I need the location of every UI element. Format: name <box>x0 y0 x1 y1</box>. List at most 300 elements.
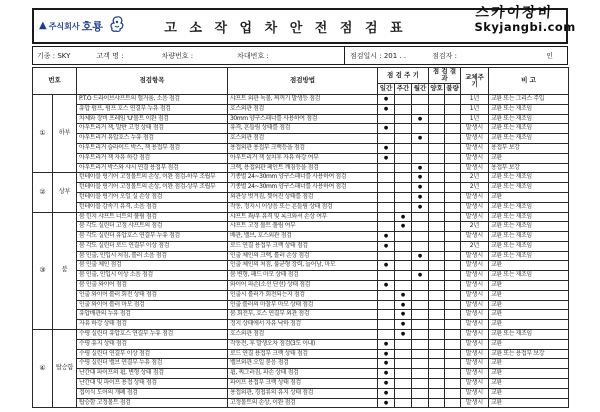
cycle-mark-cell <box>378 320 395 330</box>
result-cell <box>429 104 445 114</box>
replace-cycle-cell: 2년 <box>461 222 489 232</box>
replace-cycle-cell: 2년 <box>461 241 489 251</box>
result-cell <box>429 339 445 349</box>
cycle-mark-cell: ● <box>395 320 412 330</box>
cycle-mark-cell: ● <box>395 330 412 340</box>
method-cell: 샤프트 외관 녹물, 찌꺼기 발생등 점검 <box>228 94 378 104</box>
cycle-mark-cell <box>378 114 395 124</box>
cycle-mark-cell <box>412 232 429 242</box>
cycle-mark-cell: ● <box>378 143 395 153</box>
item-cell: 차체와 장비 프레임 'U'볼트 이완 점검 <box>77 114 228 124</box>
result-cell <box>429 183 445 193</box>
header-cycle-monthly: 월간 <box>412 83 429 94</box>
replace-cycle-cell: 발생시 <box>461 369 489 379</box>
header-item: 점검항목 <box>77 68 228 95</box>
method-cell: 와이어 파손(소선 단선) 상태 점검 <box>228 281 378 291</box>
cycle-mark-cell <box>378 212 395 222</box>
result-cell <box>445 379 461 389</box>
cycle-mark-cell: ● <box>378 232 395 242</box>
cycle-mark-cell <box>412 379 429 389</box>
remark-cell: 교환 <box>489 388 569 398</box>
cycle-mark-cell <box>395 202 412 212</box>
table-header <box>33 68 569 95</box>
result-cell <box>429 94 445 104</box>
cycle-mark-cell: ● <box>395 290 412 300</box>
method-cell: 기종별 24~30mm 양구스패너를 사용하여 점검 <box>228 173 378 183</box>
result-cell <box>429 143 445 153</box>
result-cell <box>429 114 445 124</box>
table-row <box>33 310 569 320</box>
item-cell: 아우트리거 박스와 샤시 연결 용접부 점검 <box>77 163 228 173</box>
cycle-mark-cell: ● <box>378 124 395 134</box>
remark-cell: 교환 <box>489 379 569 389</box>
replace-cycle-cell: 2년 <box>461 173 489 183</box>
replace-cycle-cell: 1년 <box>461 114 489 124</box>
cycle-mark-cell: ● <box>378 398 395 408</box>
table-row <box>33 349 569 359</box>
cycle-mark-cell <box>395 134 412 144</box>
cycle-mark-cell: ● <box>378 359 395 369</box>
result-cell <box>429 388 445 398</box>
table-row <box>33 261 569 271</box>
table-row <box>33 241 569 251</box>
item-cell: 붐 각도 실린더 유압호스 연결부 누유 점검 <box>77 232 228 242</box>
table-row <box>33 143 569 153</box>
table-row <box>33 232 569 242</box>
table-row <box>33 222 569 232</box>
replace-cycle-cell: 발생시 <box>461 300 489 310</box>
logo-company-text: 주식회사 <box>48 21 80 31</box>
method-cell: 호스외관 점검 <box>228 330 378 340</box>
remark-cell: 교환 또는 재조임 <box>489 271 569 281</box>
result-cell <box>429 398 445 408</box>
item-cell: 수평 실린더 유압호스 연결부 누유 점검 <box>77 330 228 340</box>
cycle-mark-cell <box>412 104 429 114</box>
cycle-mark-cell <box>378 310 395 320</box>
cycle-mark-cell <box>395 163 412 173</box>
table-row <box>33 251 569 261</box>
remark-cell: 교환 <box>489 369 569 379</box>
remark-cell: 교환 또는 재조임 <box>489 134 569 144</box>
result-cell <box>429 359 445 369</box>
watermark-korean: 스카이장비 <box>474 5 554 21</box>
remark-cell: 교환 또는 재조임 <box>489 241 569 251</box>
table-row <box>33 192 569 202</box>
result-cell <box>429 281 445 291</box>
cycle-mark-cell: ● <box>412 192 429 202</box>
group-name: 상부 <box>53 173 77 212</box>
cycle-mark-cell <box>378 192 395 202</box>
table-row <box>33 379 569 389</box>
replace-cycle-cell: 1년 <box>461 104 489 114</box>
replace-cycle-cell: 발생시 <box>461 398 489 408</box>
remark-cell: 교환 <box>489 192 569 202</box>
cycle-mark-cell <box>395 271 412 281</box>
result-cell <box>445 261 461 271</box>
method-cell: 붐 변형, 패드 마모 상태 점검 <box>228 271 378 281</box>
item-cell: 턴테이블 링기어 오일 실 손상 점검 <box>77 192 228 202</box>
header-result-bad: 불량 <box>445 83 461 94</box>
header-method: 점검방법 <box>228 68 378 95</box>
remark-cell: 교환 또는 재조임 <box>489 124 569 134</box>
cycle-mark-cell: ● <box>412 183 429 193</box>
group-number: ② <box>33 173 53 212</box>
cycle-mark-cell <box>395 398 412 408</box>
remark-cell: 교환 또는 재조임 <box>489 232 569 242</box>
item-cell: 붐 각도 실린더 고정 샤프트의 점검 <box>77 222 228 232</box>
cycle-mark-cell <box>378 163 395 173</box>
cycle-mark-cell <box>412 94 429 104</box>
watermark-domain: Skyjangbi.com <box>474 20 576 35</box>
item-cell: 턴테이블 감속기 유격, 소음 점검 <box>77 202 228 212</box>
cycle-mark-cell <box>412 349 429 359</box>
cycle-mark-cell: ● <box>378 261 395 271</box>
replace-cycle-cell: 발생시 <box>461 143 489 153</box>
header-remark: 비 고 <box>489 68 569 95</box>
method-cell: 기종별 24~30mm 양구스패너를 사용하여 점검 <box>228 183 378 193</box>
cycle-mark-cell <box>395 192 412 202</box>
cycle-mark-cell <box>395 94 412 104</box>
cycle-mark-cell <box>378 222 395 232</box>
result-cell <box>429 192 445 202</box>
logo-brand-name: 호룡 <box>81 20 103 33</box>
checklist-body <box>33 94 569 408</box>
table-row <box>33 320 569 330</box>
table-row <box>33 163 569 173</box>
cycle-mark-cell: ● <box>378 281 395 291</box>
replace-cycle-cell: 발생시 <box>461 192 489 202</box>
cycle-mark-cell <box>412 398 429 408</box>
cycle-mark-cell <box>378 271 395 281</box>
cycle-mark-cell <box>395 232 412 242</box>
result-cell <box>429 251 445 261</box>
cycle-mark-cell: ● <box>395 300 412 310</box>
cycle-mark-cell <box>378 134 395 144</box>
item-cell: 붐 인출, 인입시 이상 소음 점검 <box>77 271 228 281</box>
cycle-mark-cell: ● <box>412 114 429 124</box>
result-cell <box>429 212 445 222</box>
table-row <box>33 398 569 408</box>
result-cell <box>445 134 461 144</box>
result-cell <box>445 359 461 369</box>
remark-cell: 교환 또는 그리스 주입 <box>489 94 569 104</box>
result-cell <box>429 261 445 271</box>
replace-cycle-cell: 발생시 <box>461 261 489 271</box>
method-cell: 아우트리거 잭 설치후 자유 하강 여부 <box>228 153 378 163</box>
company-logo <box>34 15 125 37</box>
result-cell <box>445 173 461 183</box>
result-cell <box>445 212 461 222</box>
replace-cycle-cell: 발생시 <box>461 202 489 212</box>
item-cell: 난간대 및 파이프 용접 상태 점검 <box>77 379 228 389</box>
header-cycle-weekly: 주간 <box>395 83 412 94</box>
method-cell: 호스외관 점검 <box>228 104 378 114</box>
item-cell: 붐 인출 와이어 점검 <box>77 281 228 291</box>
header-result: 점 검 결 과 <box>429 68 461 84</box>
table-row <box>33 281 569 291</box>
cycle-mark-cell <box>395 153 412 163</box>
cycle-mark-cell <box>395 241 412 251</box>
dragon-mascot-icon <box>109 15 125 37</box>
cycle-mark-cell <box>412 143 429 153</box>
item-cell: P.T.O 드라이브샤프트의 헐거움, 소음 점검 <box>77 94 228 104</box>
cycle-mark-cell: ● <box>378 379 395 389</box>
table-row <box>33 183 569 193</box>
replace-cycle-cell: 발생시 <box>461 134 489 144</box>
cycle-mark-cell <box>412 241 429 251</box>
method-cell: 인출 체인의 크랙, 롤러 손상 점검 <box>228 251 378 261</box>
chassis-number-field: 차대번호 : <box>237 51 269 60</box>
result-cell <box>429 349 445 359</box>
result-cell <box>445 163 461 173</box>
result-cell <box>429 379 445 389</box>
replace-cycle-cell: 발생시 <box>461 320 489 330</box>
table-row <box>33 290 569 300</box>
cycle-mark-cell <box>395 359 412 369</box>
table-row <box>33 359 569 369</box>
remark-cell: 교환 또는 재조임 <box>489 183 569 193</box>
result-cell <box>445 290 461 300</box>
result-cell <box>429 330 445 340</box>
group-name: 탑승함 <box>53 330 77 408</box>
result-cell <box>445 143 461 153</box>
item-cell: 탑승함 고정볼트 점검 <box>77 398 228 408</box>
model-field: 기종 : SKY <box>37 51 71 60</box>
cycle-mark-cell <box>412 339 429 349</box>
logo-triangle-icon: ▲ <box>39 20 47 31</box>
cycle-mark-cell <box>378 251 395 261</box>
header-cycle-daily: 일간 <box>378 83 395 94</box>
replace-cycle-cell: 발생시 <box>461 379 489 389</box>
method-cell: 작동, 정지시 이상음 또는 흔들림 상태 점검 <box>228 202 378 212</box>
method-cell: 용접외관, 경첩류의 유지 상태 점검 <box>228 388 378 398</box>
result-cell <box>445 222 461 232</box>
cycle-mark-cell: ● <box>378 241 395 251</box>
table-row <box>33 300 569 310</box>
item-cell: 아우트리거 유압호스 누유 점검 <box>77 134 228 144</box>
result-cell <box>429 222 445 232</box>
checklist-table <box>32 67 569 408</box>
result-cell <box>429 290 445 300</box>
cycle-mark-cell: ● <box>378 369 395 379</box>
method-cell: 인출시 롤러가 회전되는지 점검 <box>228 290 378 300</box>
result-cell <box>429 310 445 320</box>
cycle-mark-cell <box>412 320 429 330</box>
item-cell: 난간대 파이프의 휨, 변형 상태 점검 <box>77 369 228 379</box>
table-row <box>33 202 569 212</box>
result-cell <box>429 134 445 144</box>
cycle-mark-cell <box>378 290 395 300</box>
result-cell <box>445 310 461 320</box>
cycle-mark-cell <box>412 153 429 163</box>
cycle-mark-cell: ● <box>395 212 412 222</box>
cycle-mark-cell <box>395 281 412 291</box>
cycle-mark-cell: ● <box>412 163 429 173</box>
seal-label: 인 <box>546 51 553 60</box>
cycle-mark-cell <box>412 222 429 232</box>
result-cell <box>445 183 461 193</box>
table-row <box>33 124 569 134</box>
method-cell: 배관, 밸브, 호스외관 점검 <box>228 232 378 242</box>
cycle-mark-cell <box>378 330 395 340</box>
method-cell: 30mm 양구스패너를 사용하여 점검 <box>228 114 378 124</box>
result-cell <box>445 192 461 202</box>
result-cell <box>429 124 445 134</box>
group-name: 붐 <box>53 212 77 330</box>
item-cell: 접이식 도어의 개폐 점검 <box>77 388 228 398</box>
info-row <box>32 46 568 65</box>
cycle-mark-cell <box>412 300 429 310</box>
inspection-datetime-field: 점검일시 : 201 . . <box>350 51 407 60</box>
table-row <box>33 212 569 222</box>
cycle-mark-cell <box>395 349 412 359</box>
cycle-mark-cell <box>412 330 429 340</box>
replace-cycle-cell: 발생시 <box>461 124 489 134</box>
method-cell: 샤프트 고정 볼트 풀림 여부 <box>228 222 378 232</box>
group-number: ④ <box>33 330 53 408</box>
cycle-mark-cell <box>395 104 412 114</box>
table-row <box>33 134 569 144</box>
cycle-mark-cell <box>412 369 429 379</box>
method-cell: 작동전, 후 발생오차 점검(3도 이내) <box>228 339 378 349</box>
table-row <box>33 94 569 104</box>
result-cell <box>445 94 461 104</box>
page-title: 고 소 작 업 차 안 전 점 검 표 <box>164 20 407 36</box>
item-cell: 턴테이블 링기어 고정볼트의 손상, 이완 점검-상부 조립부 <box>77 183 228 193</box>
method-cell: 밸브외관 오일 묻음 점검 <box>228 359 378 369</box>
customer-name-field: 고객 명 : <box>96 51 124 60</box>
method-cell: 휨, 찌그러짐, 파손 상태 점검 <box>228 369 378 379</box>
cycle-mark-cell: ● <box>378 339 395 349</box>
cycle-mark-cell: ● <box>412 202 429 212</box>
remark-cell: 교환 또는 재조임 <box>489 222 569 232</box>
replace-cycle-cell: 발생시 <box>461 330 489 340</box>
result-cell <box>429 173 445 183</box>
remark-cell: 교환 <box>489 339 569 349</box>
result-cell <box>445 202 461 212</box>
info-right-section <box>344 46 568 65</box>
result-cell <box>429 232 445 242</box>
method-cell: 샤프트 좌/우 유격 및 록크와셔 손상 여부 <box>228 212 378 222</box>
remark-cell: 교환 <box>489 261 569 271</box>
cycle-mark-cell <box>412 290 429 300</box>
method-cell: 인출 롤러의 마찰부 마모 상태 점검 <box>228 300 378 310</box>
result-cell <box>445 281 461 291</box>
cycle-mark-cell: ● <box>395 222 412 232</box>
vehicle-number-field: 차량번호 : <box>161 51 194 60</box>
replace-cycle-cell: 발생시 <box>461 232 489 242</box>
replace-cycle-cell: 발생시 <box>461 310 489 320</box>
method-cell: 유격, 흔들림 상태를 점검 <box>228 124 378 134</box>
group-number: ① <box>33 94 53 172</box>
replace-cycle-cell: 발생시 <box>461 212 489 222</box>
method-cell: 로드 연결 용접부 크랙 상태 점검 <box>228 349 378 359</box>
replace-cycle-cell: 발생시 <box>461 271 489 281</box>
method-cell: 용접외관 용접부 크랙등을 점검 <box>228 143 378 153</box>
replace-cycle-cell: 발생시 <box>461 339 489 349</box>
header-result-good: 양호 <box>429 83 445 94</box>
result-cell <box>429 241 445 251</box>
remark-cell: 교환 또는 용접부 보강 <box>489 349 569 359</box>
remark-cell: 교환 또는 재조임 <box>489 251 569 261</box>
remark-cell: 교환 <box>489 310 569 320</box>
result-cell <box>445 388 461 398</box>
result-cell <box>445 251 461 261</box>
inspector-field: 점검자 : <box>432 51 457 60</box>
item-cell: 유압배관의 누유 점검 <box>77 310 228 320</box>
cycle-mark-cell <box>378 173 395 183</box>
replace-cycle-cell: 발생시 <box>461 251 489 261</box>
remark-cell: 교환 또는 재조임 <box>489 104 569 114</box>
result-cell <box>445 320 461 330</box>
item-cell: 인출 와이어 롤러 마모 점검 <box>77 300 228 310</box>
item-cell: 수평 실린더 연결부 이상 점검 <box>77 349 228 359</box>
cycle-mark-cell <box>412 388 429 398</box>
remark-cell: 교환 또는 재조임 <box>489 114 569 124</box>
cycle-mark-cell <box>412 359 429 369</box>
replace-cycle-cell: 발생시 <box>461 359 489 369</box>
cycle-mark-cell <box>395 379 412 389</box>
table-row <box>33 339 569 349</box>
table-row <box>33 369 569 379</box>
remark-cell: 용접부 보강 <box>489 143 569 153</box>
result-cell <box>445 104 461 114</box>
result-cell <box>429 300 445 310</box>
item-cell: 붐 인출, 인입시 처짐, 롤러 소음 점검 <box>77 251 228 261</box>
table-row <box>33 388 569 398</box>
item-cell: 붐 각도 실린더 로드 연결부 이상 점검 <box>77 241 228 251</box>
cycle-mark-cell: ● <box>378 349 395 359</box>
item-cell: 수평 실린더 밸브 연결부 누유 점검 <box>77 359 228 369</box>
item-cell: 유압 펌프, 펌프 호스 연결부 누유 점검 <box>77 104 228 114</box>
remark-cell: 교환 <box>489 300 569 310</box>
cycle-mark-cell: ● <box>412 251 429 261</box>
cycle-mark-cell <box>395 143 412 153</box>
result-cell <box>429 202 445 212</box>
result-cell <box>429 271 445 281</box>
remark-cell: 용접부 보강 <box>489 163 569 173</box>
replace-cycle-cell: 발생시 <box>461 290 489 300</box>
result-cell <box>429 163 445 173</box>
header-replace-cycle: 교체주기 <box>461 68 489 95</box>
result-cell <box>445 241 461 251</box>
result-cell <box>445 398 461 408</box>
group-number: ③ <box>33 212 53 330</box>
cycle-mark-cell <box>395 114 412 124</box>
replace-cycle-cell: 발생시 <box>461 349 489 359</box>
cycle-mark-cell: ● <box>378 153 395 163</box>
result-cell <box>445 232 461 242</box>
result-cell <box>429 153 445 163</box>
cycle-mark-cell <box>412 310 429 320</box>
cycle-mark-cell: ● <box>378 104 395 114</box>
cycle-mark-cell <box>395 251 412 261</box>
cycle-mark-cell <box>378 300 395 310</box>
item-cell: 붐 힌지 샤프트 너트의 풀림 점검 <box>77 212 228 222</box>
item-cell: 아우트리거 잭 자유 하강 점검 <box>77 153 228 163</box>
remark-cell: 교환 또는 재조임 <box>489 173 569 183</box>
remark-cell: 교환 또는 재조임 <box>489 212 569 222</box>
result-cell <box>445 114 461 124</box>
item-cell: 붐 인출 체인 점검 <box>77 261 228 271</box>
cycle-mark-cell <box>412 124 429 134</box>
cycle-mark-cell <box>412 212 429 222</box>
replace-cycle-cell: 발생시 <box>461 153 489 163</box>
method-cell: 인출 체인의 처짐, 불균형 장력, 늘어남, 마모 <box>228 261 378 271</box>
table-row <box>33 271 569 281</box>
result-cell <box>445 339 461 349</box>
method-cell: 파이프 용접부 크랙 상태 점검 <box>228 379 378 389</box>
